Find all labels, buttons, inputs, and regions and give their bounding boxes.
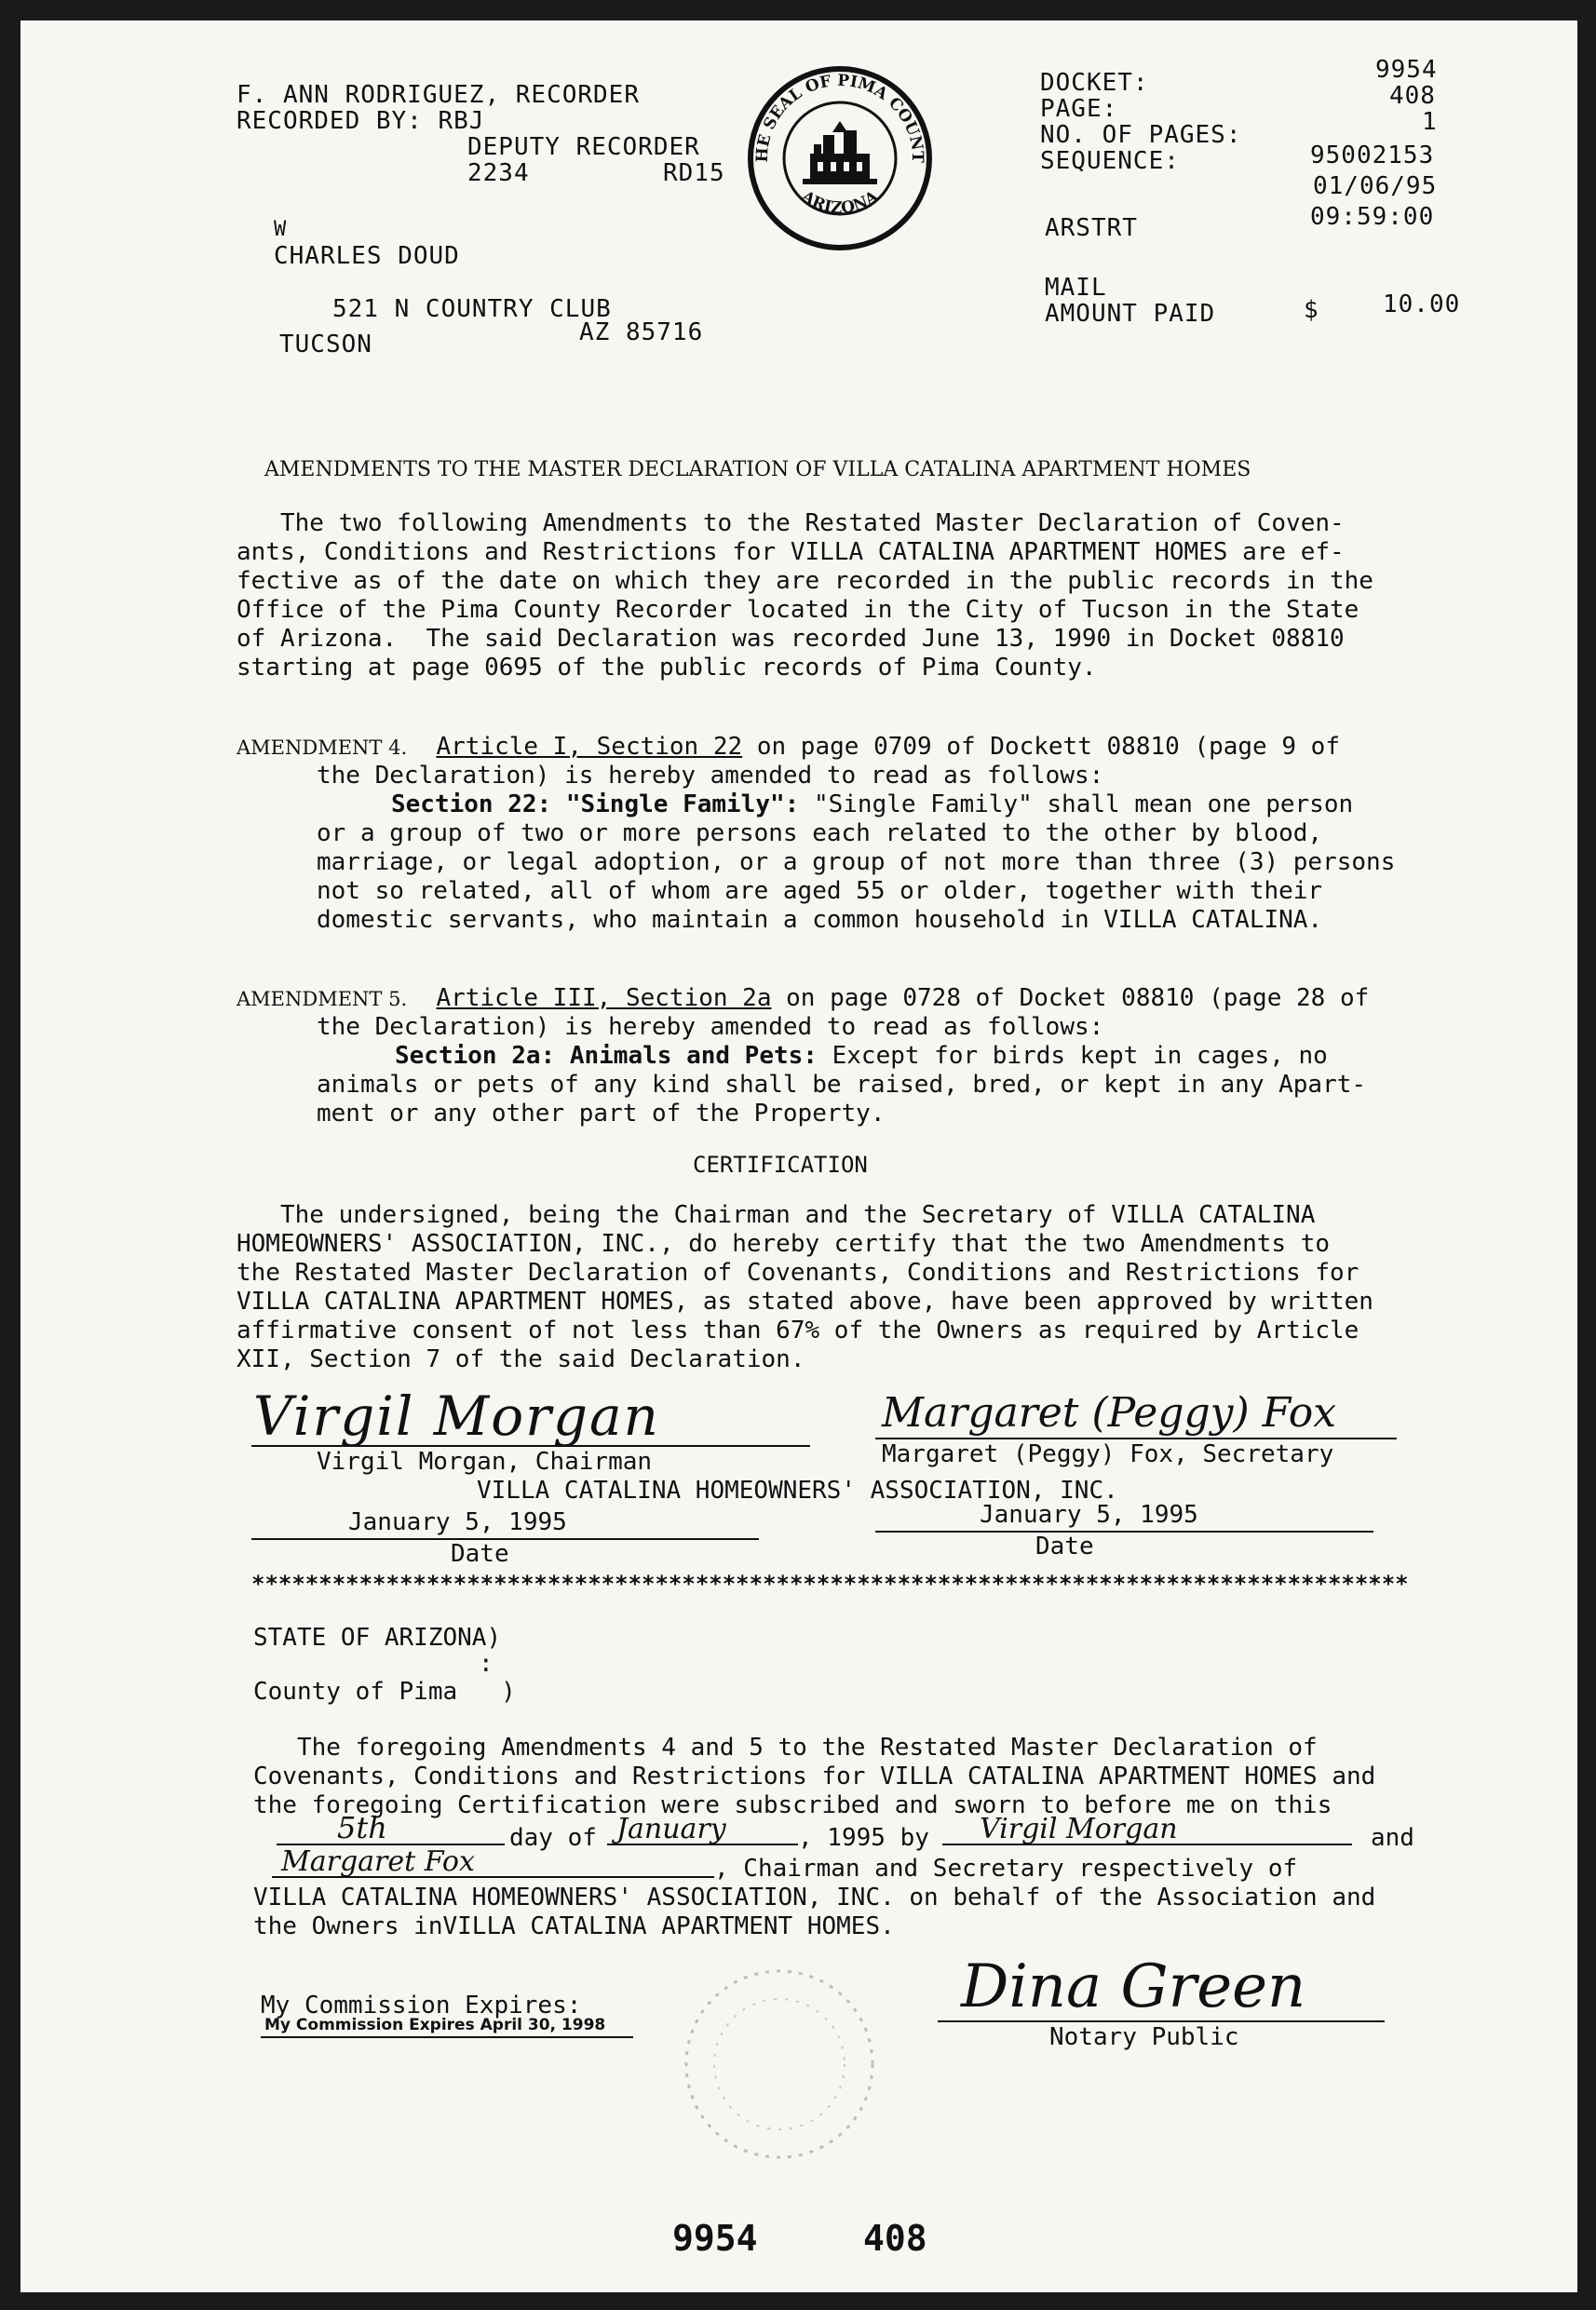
section-2a-name: Animals and Pets: [569,1042,818,1070]
notary-name2-hand: Margaret Fox [281,1845,475,1878]
notary-line-2: Covenants, Conditions and Restrictions for VILLA CATALINA APARTMENT HOMES and [253,1763,1376,1790]
amendment-4-line-2: the Declaration) is hereby amended to read as follows: [317,762,1104,790]
footer-docket: 9954 [672,2218,758,2259]
notary-day-hand: 5th [337,1810,387,1845]
svg-text:THE SEAL OF PIMA COUNTY [747,65,926,163]
section-22-text: "Single Family" shall mean one person [799,790,1354,818]
amendment-5-line-2: the Declaration) is hereby amended to read as follows: [317,1013,1104,1041]
notary-signature: Dina Green [961,1952,1306,2021]
intro-line-3: fective as of the date on which they are recorded in the public records in the [237,567,1373,595]
seal-text-bottom: ARIZONA [797,187,883,218]
star-separator: ************************************************************************************** [251,1571,1409,1597]
secretary-date-line [875,1531,1373,1533]
chairman-date: January 5, 1995 [348,1508,567,1536]
notary-name1-line [942,1844,1352,1845]
amendment-5-line-1 [237,984,1369,1014]
chairman-name: Virgil Morgan, Chairman [317,1448,653,1476]
chairman-signature: Virgil Morgan [253,1385,660,1448]
county-seal [747,65,933,251]
currency-symbol: $ [1304,296,1319,324]
amendment-5-rest: on page 0728 of Docket 08810 (page 28 of [771,984,1370,1012]
page-label: PAGE: [1040,95,1118,123]
notary-county: County of Pima ) [253,1678,516,1706]
mail-label: MAIL [1045,274,1107,302]
secretary-date-label: Date [1035,1533,1094,1560]
notary-state: STATE OF ARIZONA) [253,1624,502,1652]
certification-line-3: the Restated Master Declaration of Covenants, Conditions and Restrictions for [237,1259,1359,1287]
recorder-code-b: RD15 [663,159,725,187]
amendment-4-body-3: not so related, all of whom are aged 55 or older, together with their [317,877,1323,905]
notary-line-7: the Owners inVILLA CATALINA APARTMENT HOMES. [253,1912,895,1940]
notary-month-line [607,1844,798,1845]
amount-label: AMOUNT PAID [1045,300,1216,328]
return-address: 521 N COUNTRY CLUB [332,295,612,323]
recording-time: 09:59:00 [1310,203,1435,231]
secretary-date: January 5, 1995 [980,1501,1198,1529]
secretary-signature: Margaret (Peggy) Fox [882,1389,1337,1437]
notary-public-label: Notary Public [1049,2023,1239,2051]
amendment-5-label: AMENDMENT 5. [237,988,408,1010]
page-value: 408 [1389,82,1436,110]
recorder-code-a: 2234 [467,159,530,187]
section-2a-text: Except for birds kept in cages, no [817,1042,1328,1070]
notary-year-text: , 1995 by [798,1824,929,1852]
pages-label: NO. OF PAGES: [1040,121,1242,149]
svg-text:ARIZONA [797,187,883,218]
intro-line-5: of Arizona. The said Declaration was recorded June 13, 1990 in Docket 08810 [237,625,1345,653]
certification-line-2: HOMEOWNERS' ASSOCIATION, INC., do hereby certify that the two Amendments to [237,1230,1330,1258]
chairman-signature-line [251,1445,810,1447]
chairman-date-label: Date [451,1540,509,1568]
certification-line-6: XII, Section 7 of the said Declaration. [237,1345,805,1373]
section-22-name: "Single Family": [565,790,800,818]
notary-line-5: , Chairman and Secretary respectively of [714,1855,1298,1883]
return-state-zip: AZ 85716 [579,318,704,346]
docket-value: 9954 [1375,56,1438,84]
amendment-4-ref: Article I, Section 22 [436,733,743,761]
intro-line-2: ants, Conditions and Restrictions for VILLA CATALINA APARTMENT HOMES are ef- [237,538,1345,566]
notary-name1-hand: Virgil Morgan [980,1813,1178,1845]
section-22-label: Section 22: [391,790,552,818]
notary-embossed-seal [672,1957,886,2171]
docket-label: DOCKET: [1040,69,1149,97]
amendment-4-body-2: marriage, or legal adoption, or a group of not more than three (3) persons [317,848,1396,876]
commission-stamp: My Commission Expires April 30, 1998 [264,2016,606,2034]
recorder-name: F. ANN RODRIGUEZ, RECORDER [237,81,640,109]
return-name: CHARLES DOUD [274,242,460,270]
notary-day-text: day of [509,1824,597,1852]
recorded-by: RECORDED BY: RBJ [237,107,485,135]
amendment-4-body-1: or a group of two or more persons each related to the other by blood, [317,819,1323,847]
amendment-5-line-3 [395,1042,1328,1071]
amendment-5-ref: Article III, Section 2a [436,984,772,1012]
section-2a-label: Section 2a: [395,1042,556,1070]
document-page [20,20,1577,2292]
recording-date: 01/06/95 [1313,172,1438,200]
amendment-4-line-1 [237,733,1340,763]
amendment-5-body-2: ment or any other part of the Property. [317,1100,886,1128]
amendment-4-label: AMENDMENT 4. [237,736,408,759]
amendment-4-body-4: domestic servants, who maintain a common household in VILLA CATALINA. [317,906,1323,934]
notary-and-text: and [1371,1824,1414,1852]
intro-line-1: The two following Amendments to the Restated Master Declaration of Coven- [237,509,1345,537]
amendment-4-line-3 [391,790,1353,819]
deputy-recorder: DEPUTY RECORDER [467,133,700,161]
notary-name2-line [272,1876,714,1878]
notary-month-hand: January [616,1813,726,1845]
amendment-5-body-1: animals or pets of any kind shall be raised, bred, or kept in any Apart- [317,1071,1367,1099]
certification-line-4: VILLA CATALINA APARTMENT HOMES, as stated above, have been approved by written [237,1288,1373,1316]
seal-text-top: HE SEAL OF PIMA COUNT [752,71,927,164]
return-marker: W [274,218,288,241]
commission-line [261,2036,633,2038]
pages-value: 1 [1422,108,1438,136]
sequence-label: SEQUENCE: [1040,147,1180,175]
association-name: VILLA CATALINA HOMEOWNERS' ASSOCIATION, INC. [477,1477,1118,1505]
amount-value: 10.00 [1383,290,1461,318]
sequence-value: 95002153 [1310,142,1435,169]
return-city: TUCSON [279,331,372,358]
arstrt-label: ARSTRT [1045,214,1138,242]
footer-page: 408 [863,2218,927,2259]
intro-line-6: starting at page 0695 of the public records of Pima County. [237,654,1097,682]
notary-line-1: The foregoing Amendments 4 and 5 to the Restated Master Declaration of [253,1734,1318,1762]
amendment-4-rest: on page 0709 of Dockett 08810 (page 9 of [742,733,1340,761]
notary-line-3: the foregoing Certification were subscribed and sworn to before me on this [253,1791,1332,1819]
certification-line-1: The undersigned, being the Chairman and the Secretary of VILLA CATALINA [237,1201,1316,1229]
intro-line-4: Office of the Pima County Recorder located in the City of Tucson in the State [237,596,1359,624]
certification-heading: CERTIFICATION [693,1152,868,1178]
secretary-signature-line [875,1438,1397,1439]
secretary-name: Margaret (Peggy) Fox, Secretary [882,1440,1334,1468]
notary-signature-line [938,2020,1385,2022]
notary-colon: : [479,1650,494,1678]
notary-line-6: VILLA CATALINA HOMEOWNERS' ASSOCIATION, INC. on behalf of the Association and [253,1884,1376,1911]
document-title: AMENDMENTS TO THE MASTER DECLARATION OF VILLA CATALINA APARTMENT HOMES [264,458,1251,481]
certification-line-5: affirmative consent of not less than 67% of the Owners as required by Article [237,1317,1359,1344]
commission-label: My Commission Expires: [261,1992,582,2020]
